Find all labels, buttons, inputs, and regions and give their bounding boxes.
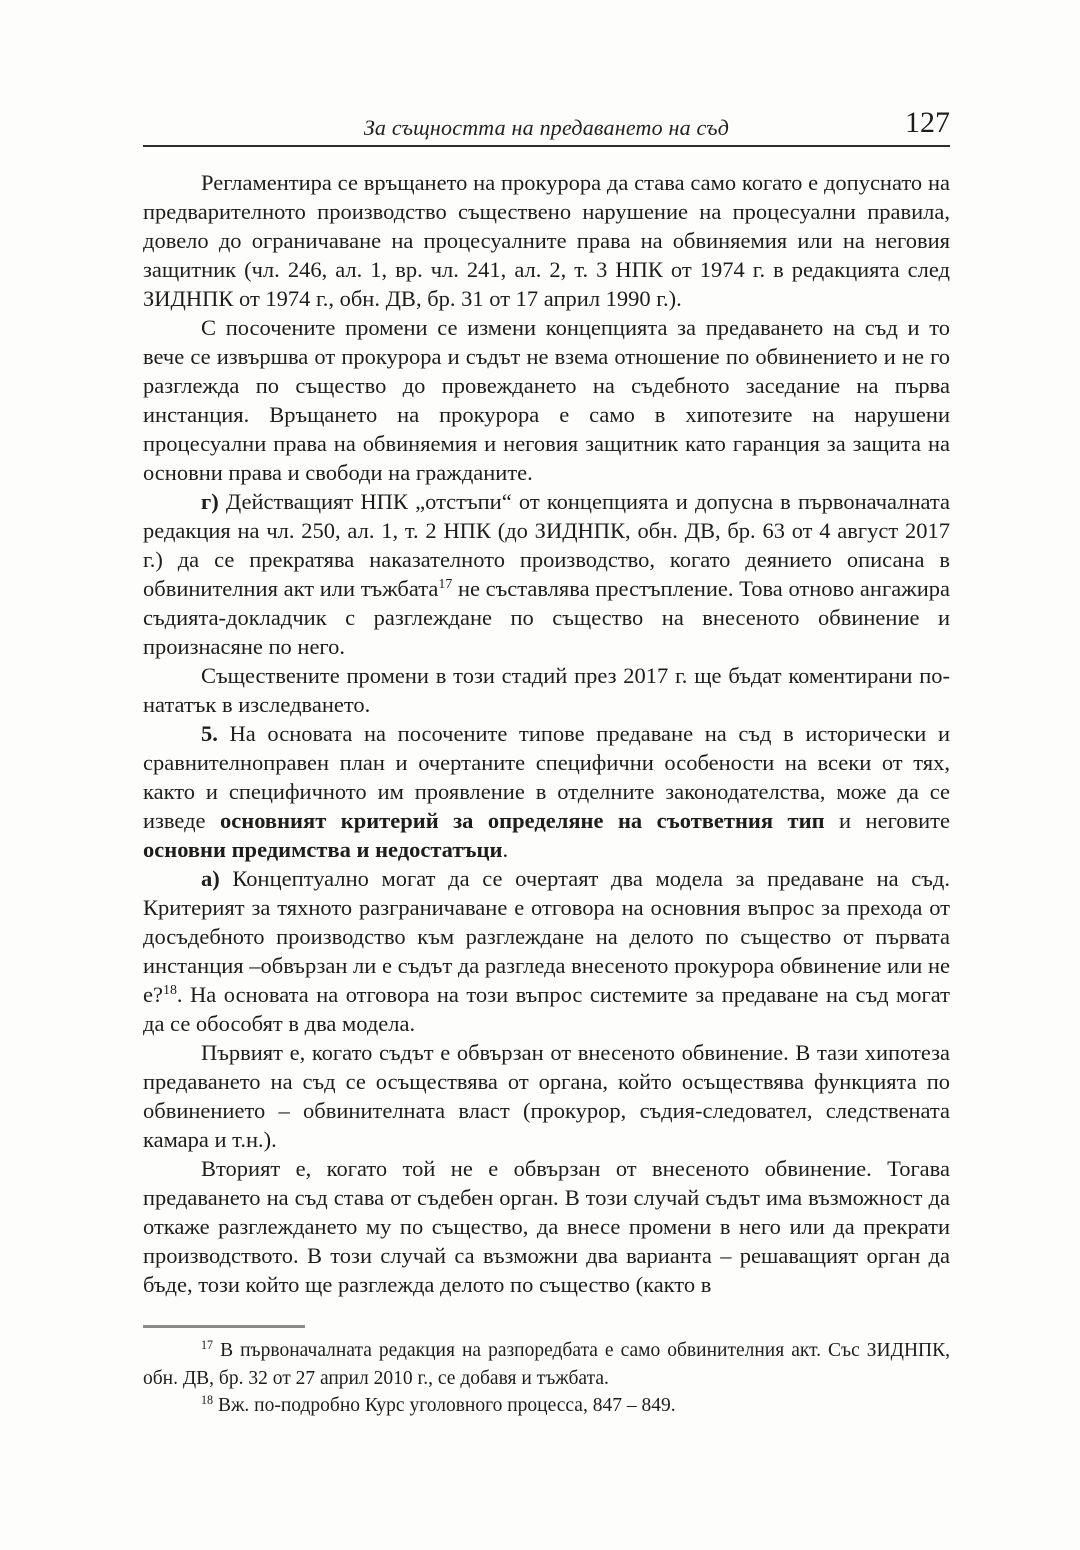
text-run: Концептуално могат да се очертаят два модела за предаване на съд. Критерият за тяхното разграничаване е отговора на основния въпрос за прехода от досъдебното производство към разглеждане на делото по същество от първата инстанция –обвързан ли е съдът да разгледа внесеното прокурора обвинение или не е? [143, 866, 950, 1007]
text-run: . На основата на отговора на този въпрос системите за предаване на съд могат да се обособят в два модела. [143, 982, 950, 1036]
paragraph [143, 168, 950, 313]
footnote-reference: 18 [162, 983, 177, 999]
footnote-number: 17 [201, 1338, 214, 1353]
footnote [143, 1392, 950, 1420]
text-run: Действащият НПК „отстъпи“ от концепцията и допусна в първоначалната редакция на чл. 250, ал. 1, т. 2 НПК (до ЗИДНПК, обн. ДВ, бр. 63 от 4 август 2017 г.) да се прекратява наказателното производство, когато деянието описана в обвинителния акт или тъжбата [143, 489, 950, 601]
paragraph [143, 864, 950, 1038]
paragraph [143, 661, 950, 719]
text-run: С посочените промени се измени концепцията за предаването на съд и то вече се извършва от прокурора и съдът не взема отношение по обвинението и не го разглежда по същество до провеждането на съдебното заседание на първа инстанция. Връщането на прокурора е само в хипотезите на нарушени процесуални права на обвиняемия и неговия защитник като гаранция за защита на основни права и свободи на гражданите. [143, 315, 950, 485]
page-number: 127 [905, 106, 950, 139]
bold-text-run: г) [201, 489, 219, 514]
bold-text-run: основни предимства и недостатъци [143, 837, 503, 862]
paragraph [143, 1154, 950, 1299]
bold-text-run: 5. [201, 721, 218, 746]
footnote-separator [143, 1325, 305, 1328]
bold-text-run: основният критерий за определяне на съответния тип [220, 808, 825, 833]
footnotes-list [143, 1337, 950, 1420]
text-run: Регламентира се връщането на прокурора да става само когато е допуснато на предварителното производство съществено нарушение на процесуални правила, довело до ограничаване на процесуалните права на обвиняемия или на неговия защитник (чл. 246, ал. 1, вр. чл. 241, ал. 2, т. 3 НПК от 1974 г. в редакцията след ЗИДНПК от 1974 г., обн. ДВ, бр. 31 от 17 април 1990 г.). [143, 170, 950, 311]
footnotes-section [143, 1325, 950, 1420]
paragraph [143, 313, 950, 487]
footnote-text: Вж. по-подробно Курс уголовного процесса, 847 – 849. [213, 1395, 676, 1416]
text-run: Вторият е, когато той не е обвързан от внесеното обвинение. Тогава предаването на съд става от съдебен орган. В този случай съдът има възможност да откаже разглеждането му по същество, да внесе промени в него или да прекрати производството. В този случай са възможни два варианта – решаващият орган да бъде, този който ще разглежда делото по същество (както в [143, 1156, 950, 1297]
paragraph [143, 1038, 950, 1154]
text-run: На основата на посочените типове предаване на съд в исторически и сравнителноправен план и очертаните специфични особености на всеки от тях, както и специфичното им проявление в отделните законодателства, може да се изведе [143, 721, 950, 833]
text-column [143, 106, 951, 1420]
footnote-number: 18 [201, 1393, 214, 1408]
paragraph [143, 719, 950, 864]
footnote-reference: 17 [438, 577, 453, 593]
footnote-text: В първоначалната редакция на разпоредбата е само обвинителния акт. Със ЗИДНПК, обн. ДВ, бр. 32 от 27 април 2010 г., се добавя и тъжбата. [143, 1340, 950, 1389]
page-header [143, 106, 950, 147]
text-run: Съществените промени в този стадий през 2017 г. ще бъдат коментирани по-нататък в изследването. [143, 663, 950, 717]
body-text [143, 168, 950, 1299]
bold-text-run: а) [201, 866, 220, 891]
text-run: . [502, 837, 509, 862]
text-run: и неговите [824, 808, 950, 833]
footnote [143, 1337, 950, 1392]
text-run: не съставлява престъпление. Това отново ангажира съдията-докладчик с разглеждане по същество на внесеното обвинение и произнасяне по него. [143, 576, 951, 659]
paragraph [143, 487, 950, 661]
text-run: Първият е, когато съдът е обвързан от внесеното обвинение. В тази хипотеза предаването на съд се осъществява от органа, който осъществява функцията по обвинението – обвинителната власт (прокурор, съдия-следовател, следствената камара и т.н.). [143, 1040, 950, 1152]
running-title: За същността на предаването на съд [363, 115, 730, 140]
